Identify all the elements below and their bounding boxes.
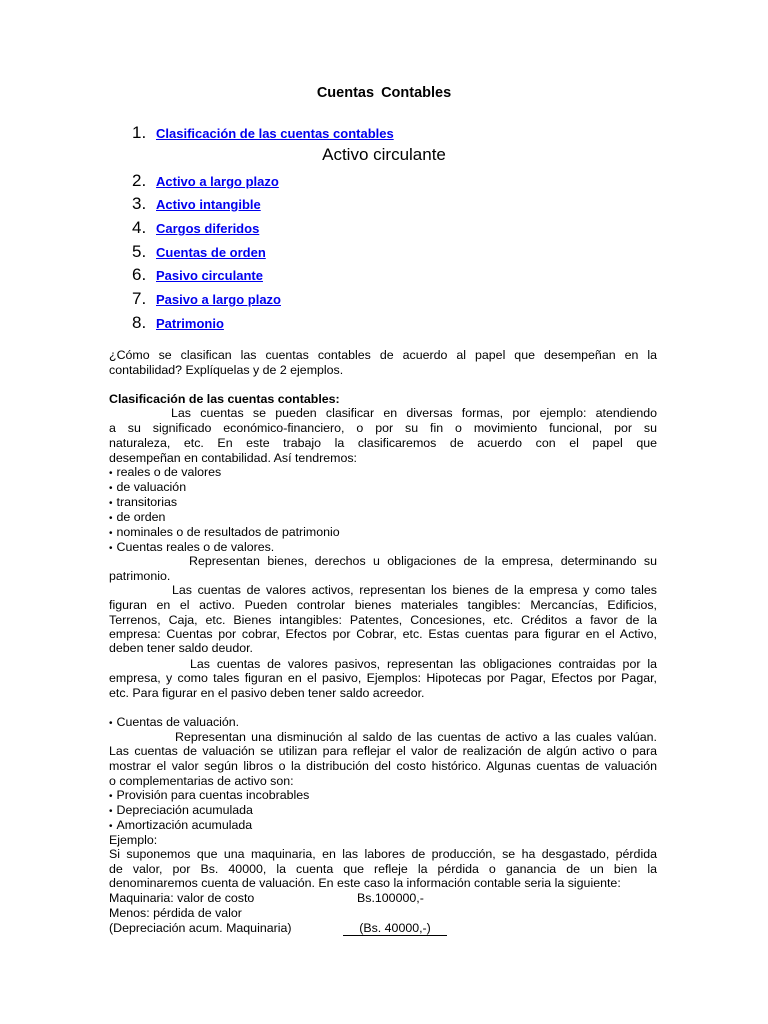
toc-number: 8. bbox=[132, 313, 147, 332]
ejemplo-label: Ejemplo: bbox=[109, 833, 158, 847]
valuacion-list-item: • Depreciación acumulada bbox=[109, 803, 657, 819]
pasivos-line: Las cuentas de valores pasivos, representan las obligaciones contraidas por la bbox=[190, 657, 657, 671]
pasivos-line: etc. Para figurar en el pasivo deben tener saldo acreedor. bbox=[109, 686, 425, 700]
toc-item-1[interactable] bbox=[132, 123, 394, 143]
toc-link-cuentas-orden[interactable]: Cuentas de orden bbox=[156, 245, 266, 260]
type-list-item: • Cuentas reales o de valores. bbox=[109, 540, 657, 556]
valuacion-line: Las cuentas de valuación se utilizan para reflejar el valor de realización de algún activo o para bbox=[109, 744, 657, 758]
toc-link-cargos-diferidos[interactable]: Cargos diferidos bbox=[156, 221, 260, 236]
page-title: Cuentas Contables bbox=[316, 85, 452, 101]
toc-item-5[interactable] bbox=[132, 242, 266, 262]
toc-link-activo-intangible[interactable]: Activo intangible bbox=[156, 197, 261, 212]
valuacion-line: o complementarias de activo son: bbox=[109, 774, 294, 788]
activos-line: deben tener saldo deudor. bbox=[109, 641, 253, 655]
valuacion-line: Representan una disminución al saldo de las cuentas de activo a las cuales valúan. bbox=[175, 730, 657, 744]
reales-line: patrimonio. bbox=[109, 569, 171, 583]
toc-item-4[interactable] bbox=[132, 218, 259, 238]
activos-line: Terrenos, Caja, etc. Bienes intangibles: Patentes, Concesiones, etc. Créditos a favor de la bbox=[109, 613, 657, 627]
toc-number: 1. bbox=[132, 123, 147, 142]
question-line: contabilidad? Explíquelas y de 2 ejemplos. bbox=[109, 363, 344, 377]
ejemplo-line: denominaremos cuenta de valuación. En este caso la información contable seria la siguiente: bbox=[109, 876, 621, 890]
ledger-row1-value: Bs.100000,- bbox=[357, 891, 424, 905]
intro-line: desempeñan en contabilidad. Así tendremos: bbox=[109, 451, 357, 465]
ejemplo-line: de valor, por Bs. 40000, la cuenta que refleje la pérdida o ganancia de un bien la bbox=[109, 862, 657, 876]
intro-line: naturaleza, etc. En este trabajo la clasificaremos de acuerdo con el papel que bbox=[109, 436, 657, 450]
valuacion-list-item: • Amortización acumulada bbox=[109, 818, 657, 834]
activos-line: figuran en el activo. Pueden controlar bienes materiales tangibles: Mercancías, Edificios, bbox=[109, 598, 657, 612]
toc-number: 6. bbox=[132, 265, 147, 284]
toc-item-8[interactable] bbox=[132, 313, 224, 333]
ledger-row3-value: (Bs. 40000,-) bbox=[343, 921, 447, 936]
toc-item-6[interactable] bbox=[132, 265, 263, 285]
question-line: ¿Cómo se clasifican las cuentas contables de acuerdo al papel que desempeñan en la bbox=[109, 348, 657, 362]
toc-link-pasivo-largo-plazo[interactable]: Pasivo a largo plazo bbox=[156, 292, 281, 307]
type-list-item: • reales o de valores bbox=[109, 465, 657, 481]
type-list-item: • de orden bbox=[109, 510, 657, 526]
type-list-item: • transitorias bbox=[109, 495, 657, 511]
activos-line: Las cuentas de valores activos, representan los bienes de la empresa y como tales bbox=[172, 583, 657, 597]
intro-line: Las cuentas se pueden clasificar en diversas formas, por ejemplo: atendiendo bbox=[171, 406, 657, 420]
intro-line: a su significado económico-financiero, o por su fin o movimiento funcional, por su bbox=[109, 421, 657, 435]
valuacion-heading: • Cuentas de valuación. bbox=[109, 715, 657, 731]
toc-number: 2. bbox=[132, 171, 147, 190]
reales-line: Representan bienes, derechos u obligaciones de la empresa, determinando su bbox=[189, 554, 657, 568]
valuacion-list-item: • Provisión para cuentas incobrables bbox=[109, 788, 657, 804]
toc-number: 4. bbox=[132, 218, 147, 237]
activo-circulante-heading: Activo circulante bbox=[322, 145, 446, 164]
toc-number: 7. bbox=[132, 289, 147, 308]
toc-number: 5. bbox=[132, 242, 147, 261]
ledger-row1-label: Maquinaria: valor de costo bbox=[109, 891, 255, 905]
activos-line: empresa: Cuentas por cobrar, Efectos por Cobrar, etc. Estas cuentas para figurar en el Activo, bbox=[109, 627, 657, 641]
section-heading: Clasificación de las cuentas contables: bbox=[109, 392, 340, 406]
type-list-item: • de valuación bbox=[109, 480, 657, 496]
valuacion-line: mostrar el valor según libros o la distribución del costo histórico. Algunas cuentas de valuación bbox=[109, 759, 657, 773]
toc-item-2[interactable] bbox=[132, 171, 279, 191]
toc-link-pasivo-circulante[interactable]: Pasivo circulante bbox=[156, 268, 263, 283]
pasivos-line: empresa, y como tales figuran en el pasivo, Ejemplos: Hipotecas por Pagar, Efectos por Pagar, bbox=[109, 671, 657, 685]
ledger-row2-label: Menos: pérdida de valor bbox=[109, 906, 242, 920]
toc-link-activo-largo-plazo[interactable]: Activo a largo plazo bbox=[156, 174, 279, 189]
toc-link-clasificacion[interactable]: Clasificación de las cuentas contables bbox=[156, 126, 394, 141]
toc-item-3[interactable] bbox=[132, 194, 261, 214]
ejemplo-line: Si suponemos que una maquinaria, en las labores de producción, se ha desgastado, pérdida bbox=[109, 847, 657, 861]
toc-number: 3. bbox=[132, 194, 147, 213]
type-list-item: • nominales o de resultados de patrimonio bbox=[109, 525, 657, 541]
toc-link-patrimonio[interactable]: Patrimonio bbox=[156, 316, 224, 331]
ledger-row3-label: (Depreciación acum. Maquinaria) bbox=[109, 921, 292, 935]
toc-item-7[interactable] bbox=[132, 289, 281, 309]
